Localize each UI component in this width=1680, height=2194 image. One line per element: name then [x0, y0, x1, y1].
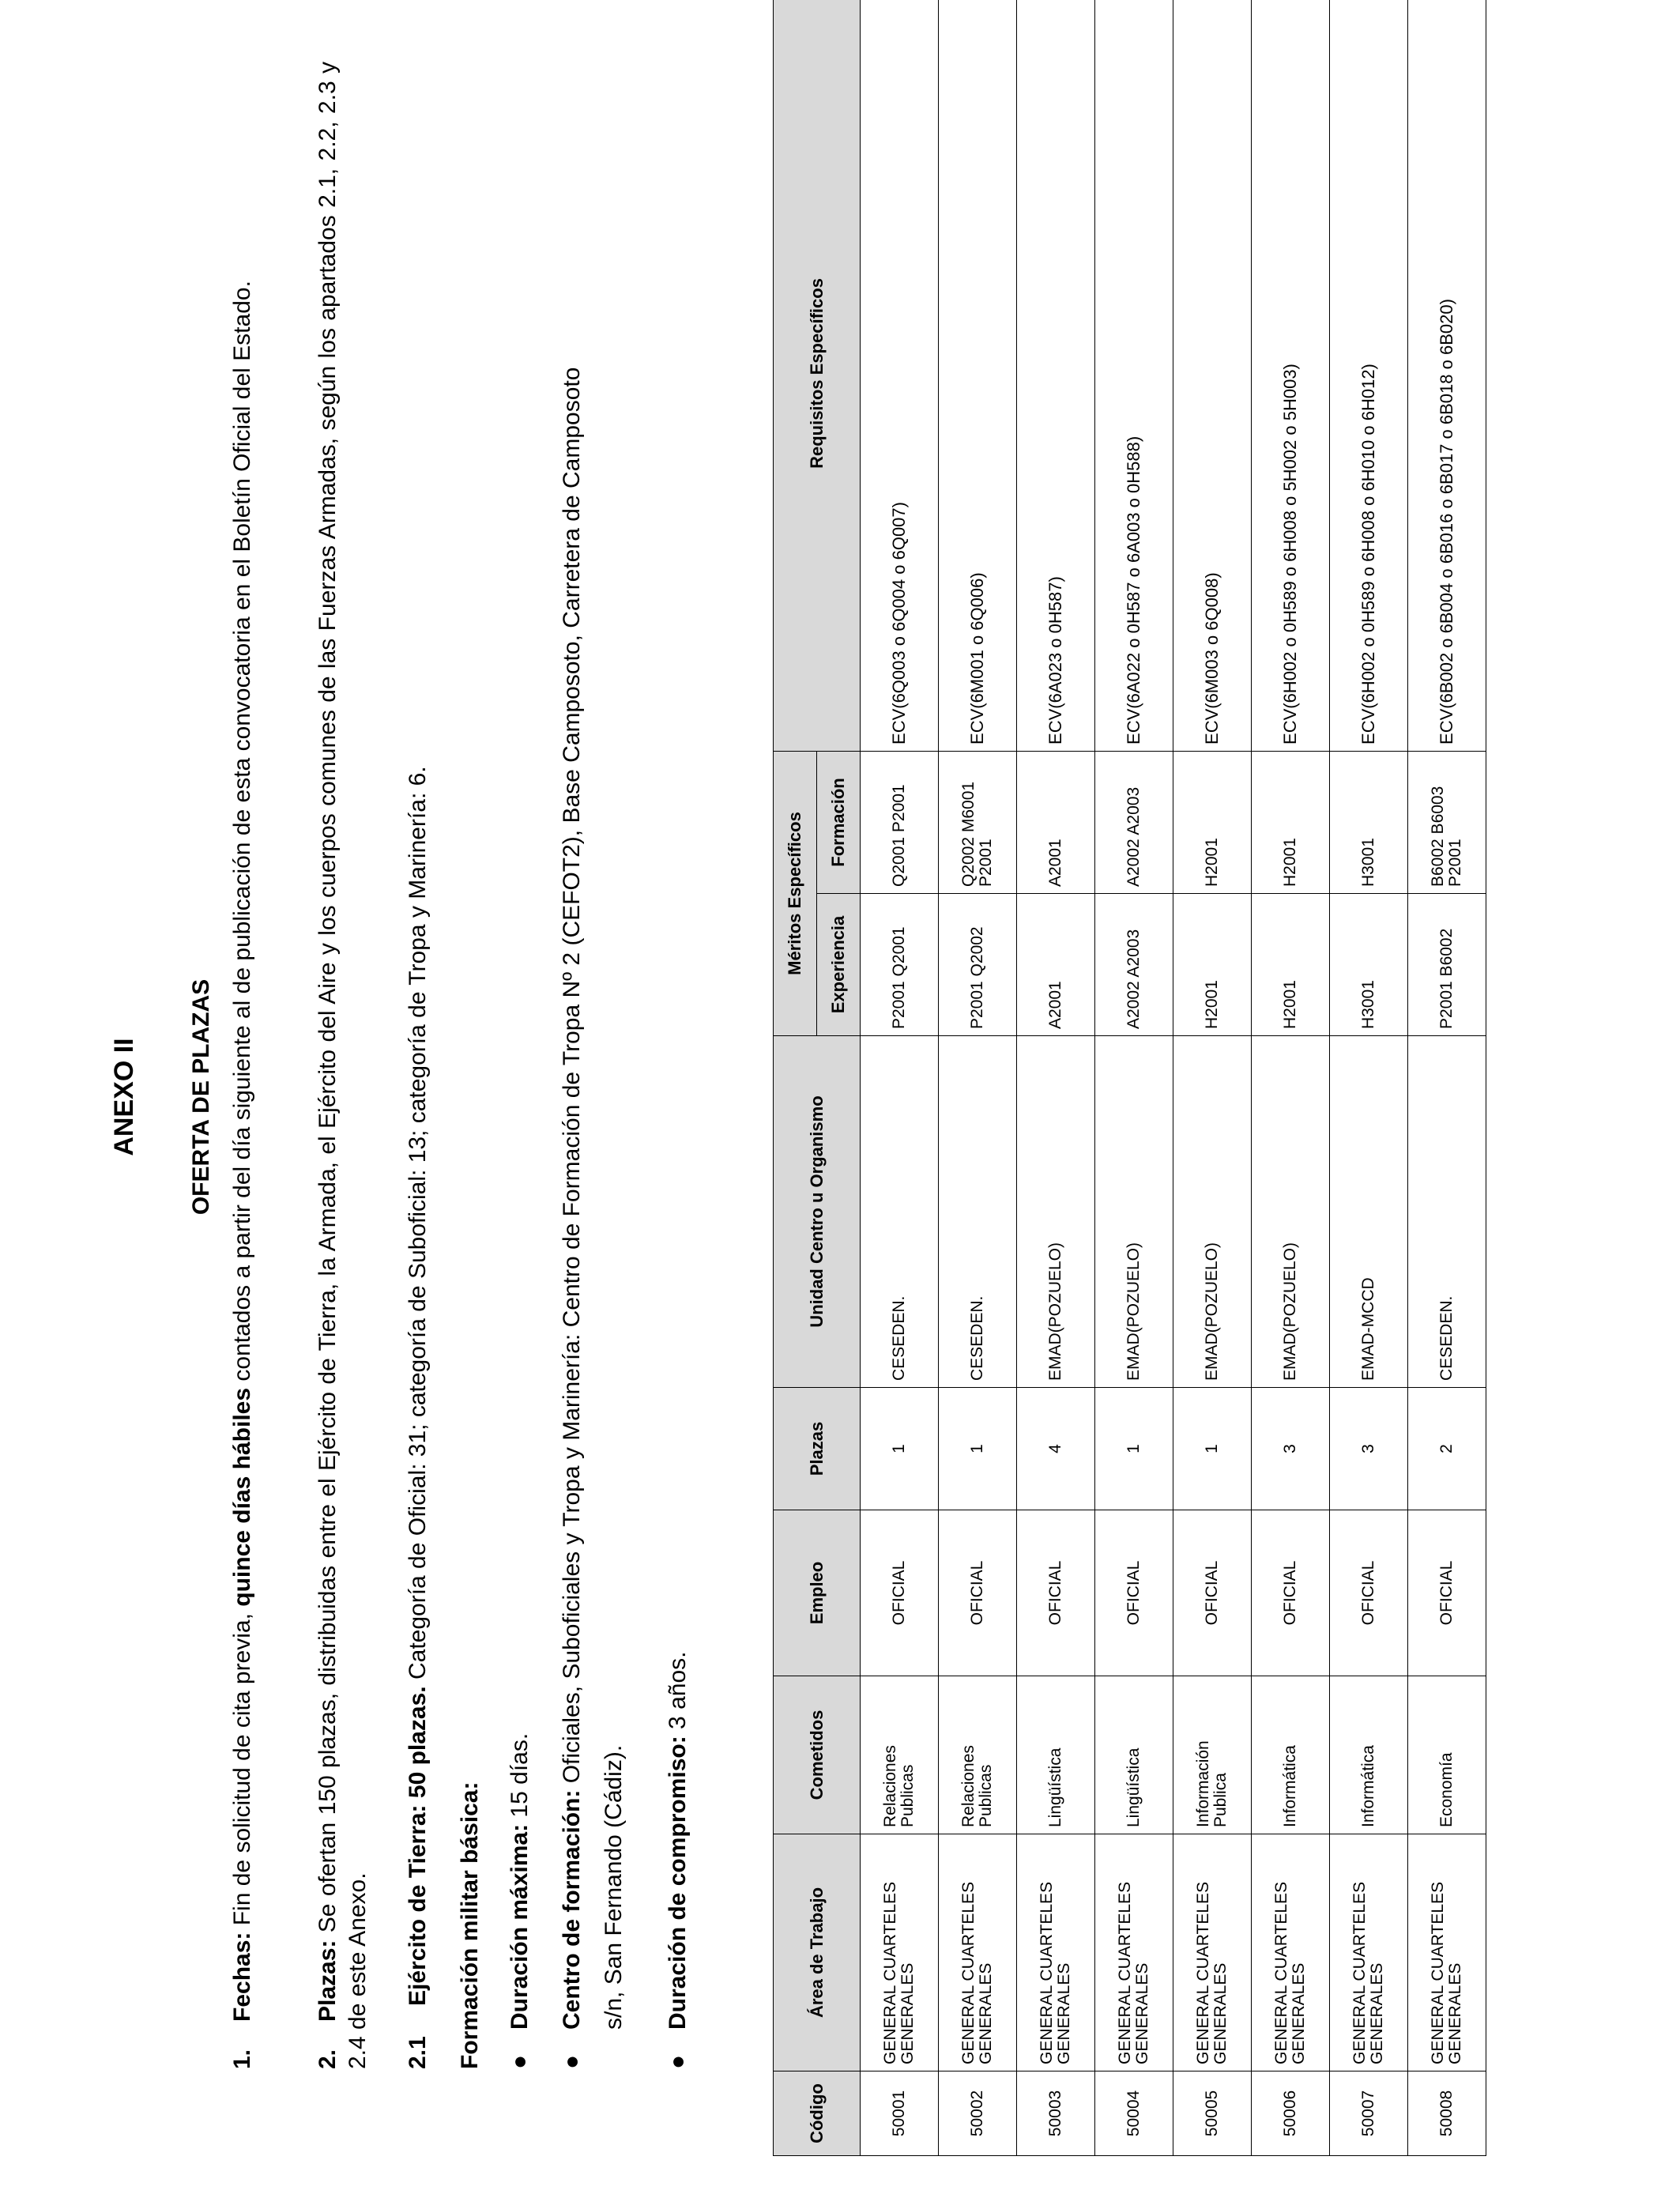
header-codigo: Código: [774, 2071, 861, 2156]
cell-cometidos: Informática: [1330, 1676, 1408, 1834]
cell-area: GENERAL CUARTELES GENERALES: [861, 1834, 939, 2071]
cell-formacion: A2001: [1017, 751, 1095, 893]
cell-requisitos: ECV(6A023 o 0H587): [1017, 0, 1095, 751]
cell-codigo: 50004: [1095, 2071, 1173, 2156]
bullet-compromiso: [654, 1652, 702, 2069]
cell-requisitos: ECV(6M001 o 6Q006): [939, 0, 1017, 751]
cell-area: GENERAL CUARTELES GENERALES: [1173, 1834, 1252, 2071]
cell-cometidos: Lingüística: [1017, 1676, 1095, 1834]
cell-experiencia: A2002 A2003: [1095, 894, 1173, 1036]
cell-unidad: CESEDEN.: [1408, 1036, 1486, 1388]
cell-codigo: 50005: [1173, 2071, 1252, 2156]
fechas-label: Fechas:: [229, 1932, 255, 2022]
cell-requisitos: ECV(6H002 o 0H589 o 6H008 o 6H010 o 6H012): [1330, 0, 1408, 751]
cell-empleo: OFICIAL: [1330, 1510, 1408, 1676]
cell-area: GENERAL CUARTELES GENERALES: [1330, 1834, 1408, 2071]
cell-empleo: OFICIAL: [1252, 1510, 1330, 1676]
cell-plazas: 2: [1408, 1388, 1486, 1510]
plazas-paragraph: [313, 62, 373, 2069]
cell-requisitos: ECV(6M003 o 6Q008): [1173, 0, 1252, 751]
centro-label: Centro de formación:: [559, 1789, 585, 2030]
cell-requisitos: ECV(6A022 o 0H587 o 6A003 o 0H588): [1095, 0, 1173, 751]
table-row: [1095, 0, 1173, 2156]
centro-text: Oficiales, Suboficiales y Tropa y Marinería: Centro de Formación de Tropa Nº 2 (CEFOT2), Base Camposoto, Carretera de Camposoto: [559, 367, 585, 1790]
cell-unidad: CESEDEN.: [939, 1036, 1017, 1388]
cell-codigo: 50001: [861, 2071, 939, 2156]
cell-area: GENERAL CUARTELES GENERALES: [939, 1834, 1017, 2071]
bullet-icon: ●: [665, 2054, 691, 2069]
duracion-label: Duración máxima:: [507, 1823, 533, 2030]
cell-experiencia: P2001 Q2001: [861, 894, 939, 1036]
table-row: [861, 0, 939, 2156]
cell-codigo: 50002: [939, 2071, 1017, 2156]
cell-area: GENERAL CUARTELES GENERALES: [1095, 1834, 1173, 2071]
annex-title: ANEXO II: [109, 1038, 139, 1156]
centro-text-continued: s/n, San Fernando (Cádiz).: [601, 1744, 627, 2030]
plazas-text: Se ofertan 150 plazas, distribuidas entre el Ejército de Tierra, la Armada, el Ejército del Aire y los cuerpos comunes de las Fuerzas Armadas, según los apartados 2.1, 2.2, 2.3 y 2.4 de este Anexo.: [315, 62, 371, 2069]
header-unidad: Unidad Centro u Organismo: [774, 1036, 861, 1388]
header-empleo: Empleo: [774, 1510, 861, 1676]
cell-cometidos: Información Publica: [1173, 1676, 1252, 1834]
bullet-icon: ●: [507, 2054, 533, 2069]
cell-requisitos: ECV(6H002 o 0H589 o 6H008 o 5H002 o 5H003): [1252, 0, 1330, 751]
cell-empleo: OFICIAL: [861, 1510, 939, 1676]
compromiso-label: Duración de compromiso:: [665, 1736, 691, 2030]
cell-plazas: 1: [1095, 1388, 1173, 1510]
cell-area: GENERAL CUARTELES GENERALES: [1408, 1834, 1486, 2071]
cell-plazas: 4: [1017, 1388, 1095, 1510]
header-meritos: Méritos Específicos: [774, 751, 817, 1035]
cell-experiencia: H2001: [1252, 894, 1330, 1036]
cell-experiencia: H2001: [1173, 894, 1252, 1036]
cell-empleo: OFICIAL: [939, 1510, 1017, 1676]
cell-cometidos: Economía: [1408, 1676, 1486, 1834]
table-row: [1408, 0, 1486, 2156]
cell-formacion: H3001: [1330, 751, 1408, 893]
cell-cometidos: Informática: [1252, 1676, 1330, 1834]
cell-empleo: OFICIAL: [1017, 1510, 1095, 1676]
table-body: [861, 0, 1486, 2156]
duracion-text: 15 días.: [507, 1732, 533, 1824]
fechas-bold-text: quince días hábiles: [229, 1387, 255, 1607]
cell-unidad: EMAD(POZUELO): [1173, 1036, 1252, 1388]
formacion-heading: Formación militar básica:: [457, 1781, 483, 2069]
cell-formacion: H2001: [1252, 751, 1330, 893]
header-area: Área de Trabajo: [774, 1834, 861, 2071]
cell-empleo: OFICIAL: [1408, 1510, 1486, 1676]
cell-formacion: A2002 A2003: [1095, 751, 1173, 893]
cell-plazas: 1: [939, 1388, 1017, 1510]
fechas-number: 1.: [229, 2049, 255, 2069]
cell-unidad: CESEDEN.: [861, 1036, 939, 1388]
plazas-table: [773, 0, 1486, 2156]
cell-unidad: EMAD(POZUELO): [1017, 1036, 1095, 1388]
header-formacion: Formación: [817, 751, 861, 893]
header-requisitos: Requisitos Específicos: [774, 0, 861, 751]
fechas-paragraph: [228, 62, 258, 2069]
cell-codigo: 50008: [1408, 2071, 1486, 2156]
fechas-text-1: Fin de solicitud de cita previa,: [229, 1606, 255, 1932]
cell-codigo: 50003: [1017, 2071, 1095, 2156]
section-2-1-number: 2.1: [405, 2036, 431, 2069]
table-row: [1330, 0, 1408, 2156]
fechas-text-2: contados a partir del día siguiente al de publicación de esta convocatoria en el Boletín Oficial del Estado.: [229, 281, 255, 1388]
bullet-icon: ●: [559, 2054, 585, 2069]
section-2-1: [405, 766, 431, 2069]
cell-experiencia: P2001 Q2002: [939, 894, 1017, 1036]
cell-unidad: EMAD-MCCD: [1330, 1036, 1408, 1388]
header-cometidos: Cometidos: [774, 1676, 861, 1834]
cell-requisitos: ECV(6B002 o 6B004 o 6B016 o 6B017 o 6B018 o 6B020): [1408, 0, 1486, 751]
plazas-number: 2.: [315, 2049, 341, 2069]
cell-plazas: 3: [1330, 1388, 1408, 1510]
cell-area: GENERAL CUARTELES GENERALES: [1017, 1834, 1095, 2071]
cell-experiencia: P2001 B6002: [1408, 894, 1486, 1036]
cell-unidad: EMAD(POZUELO): [1095, 1036, 1173, 1388]
annex-subtitle: OFERTA DE PLAZAS: [188, 978, 214, 1216]
header-experiencia: Experiencia: [817, 894, 861, 1036]
cell-area: GENERAL CUARTELES GENERALES: [1252, 1834, 1330, 2071]
bullet-centro: [548, 368, 596, 2069]
table-row: [1173, 0, 1252, 2156]
cell-plazas: 1: [1173, 1388, 1252, 1510]
cell-formacion: Q2002 M6001 P2001: [939, 751, 1017, 893]
cell-unidad: EMAD(POZUELO): [1252, 1036, 1330, 1388]
cell-experiencia: A2001: [1017, 894, 1095, 1036]
cell-cometidos: Relaciones Publicas: [939, 1676, 1017, 1834]
cell-empleo: OFICIAL: [1173, 1510, 1252, 1676]
cell-plazas: 1: [861, 1388, 939, 1510]
cell-codigo: 50006: [1252, 2071, 1330, 2156]
table-row: [939, 0, 1017, 2156]
section-2-1-label: Ejército de Tierra: 50 plazas.: [405, 1686, 431, 2006]
section-2-1-text: Categoría de Oficial: 31; categoría de Suboficial: 13; categoría de Tropa y Marinería: 6.: [405, 766, 431, 1687]
cell-requisitos: ECV(6Q003 o 6Q004 o 6Q007): [861, 0, 939, 751]
cell-cometidos: Relaciones Publicas: [861, 1676, 939, 1834]
cell-formacion: B6002 B6003 P2001: [1408, 751, 1486, 893]
cell-empleo: OFICIAL: [1095, 1510, 1173, 1676]
table-row: [1252, 0, 1330, 2156]
cell-formacion: H2001: [1173, 751, 1252, 893]
cell-cometidos: Lingüística: [1095, 1676, 1173, 1834]
compromiso-text: 3 años.: [665, 1651, 691, 1736]
cell-plazas: 3: [1252, 1388, 1330, 1510]
plazas-label: Plazas:: [315, 1940, 341, 2022]
bullet-duracion: [496, 1733, 544, 2069]
cell-experiencia: H3001: [1330, 894, 1408, 1036]
cell-formacion: Q2001 P2001: [861, 751, 939, 893]
table-row: [1017, 0, 1095, 2156]
header-plazas: Plazas: [774, 1388, 861, 1510]
cell-codigo: 50007: [1330, 2071, 1408, 2156]
